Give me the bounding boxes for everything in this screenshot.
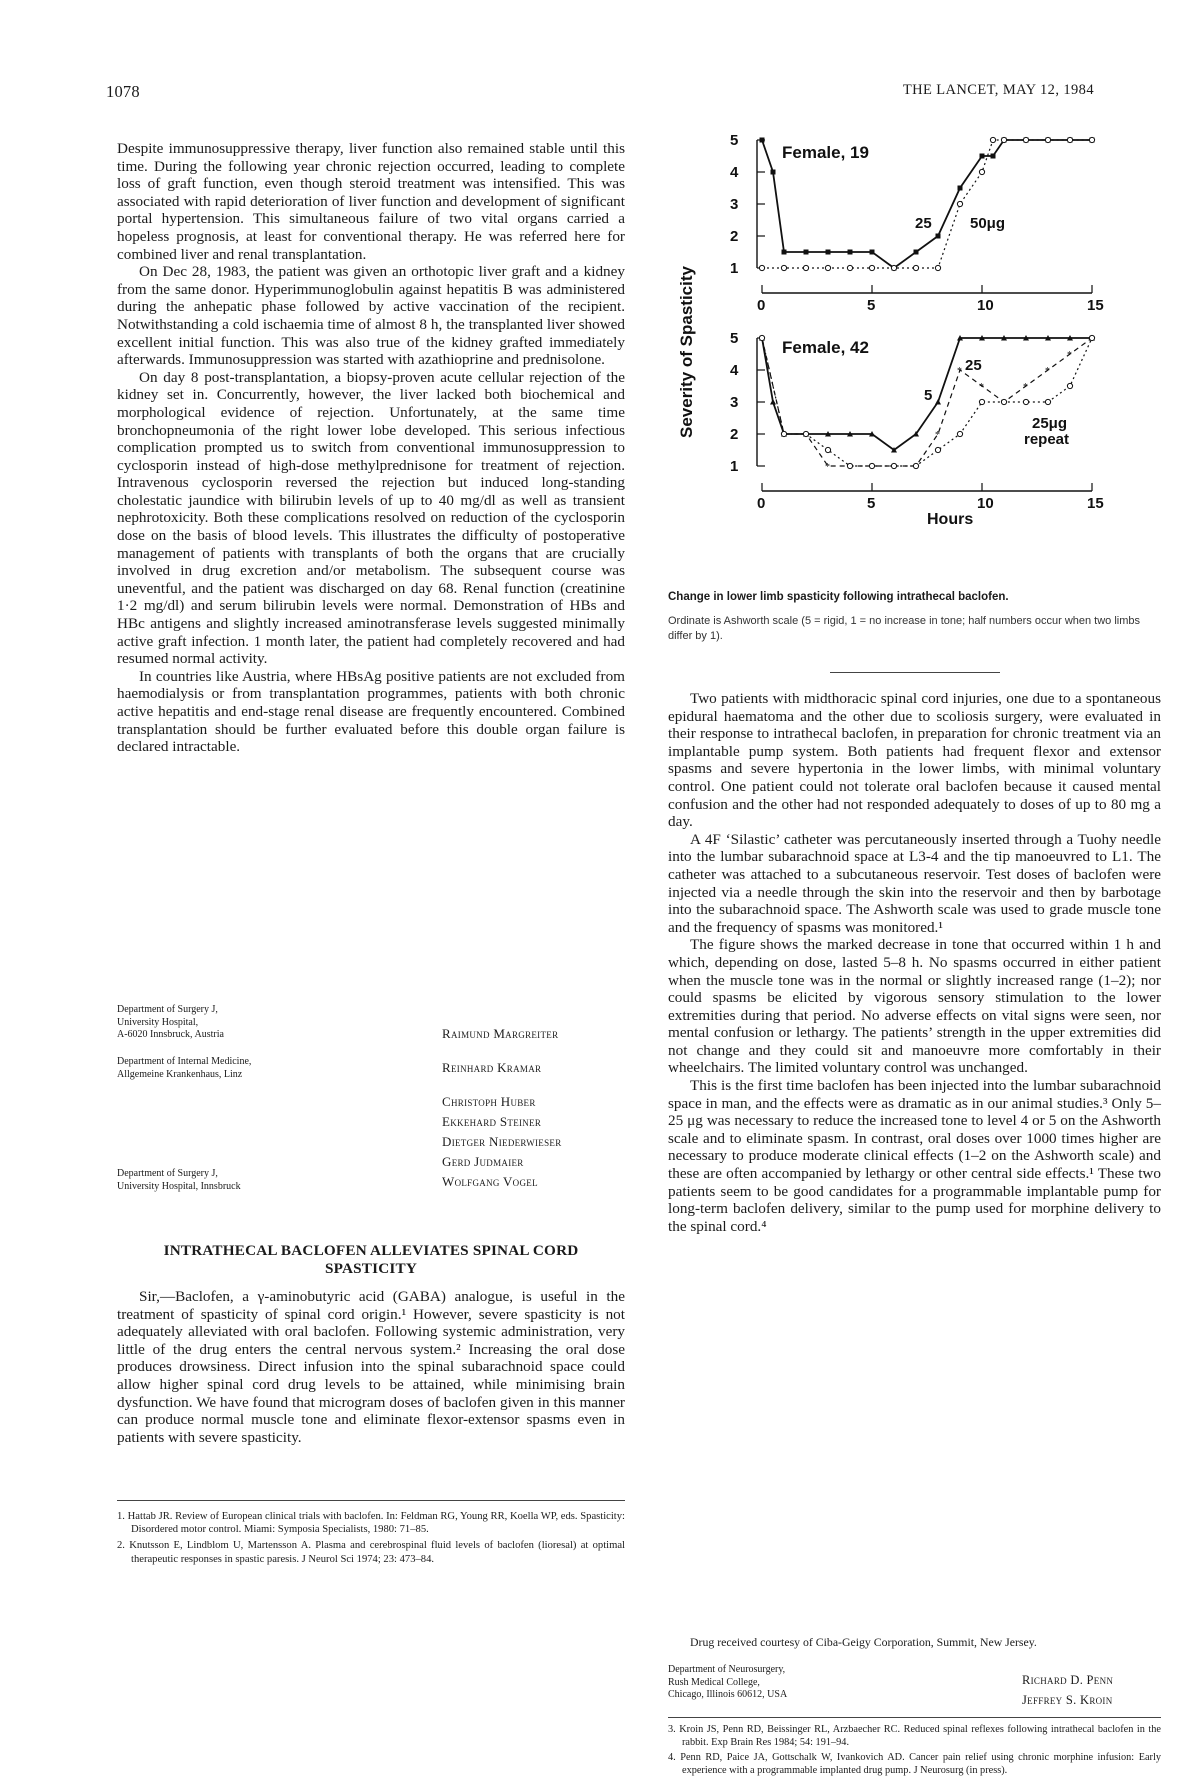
data-point: [770, 399, 776, 405]
drug-note: Drug received courtesy of Ciba-Geigy Corporation, Summit, New Jersey.: [690, 1635, 1037, 1649]
data-point: [869, 265, 874, 270]
data-point: [979, 169, 984, 174]
author-name: Ekkehard Steiner: [442, 1114, 542, 1129]
panel-label-female-19: Female, 19: [782, 143, 869, 162]
author-name: Wolfgang Vogel: [442, 1174, 538, 1189]
x-tick-label: 0: [757, 297, 766, 314]
annotation-repeat: repeat: [1024, 431, 1070, 448]
data-point: [1023, 399, 1028, 404]
y-tick-label: 1: [730, 458, 739, 475]
figure-caption-title: Change in lower limb spasticity following intrathecal baclofen.: [668, 591, 1009, 603]
body-paragraph: A 4F ‘Silastic’ catheter was percutaneously inserted through a Tuohy needle into the lumbar subarachnoid space at L3-4 and the tip manoeuvred to L1. The catheter was attached to a subcutaneous reservoir. Test doses of baclofen were injected via a needle through the skin into the reservoir and then by barbotage into the subarachnoid space. The Ashworth scale was used to grade muscle tone and the frequency of spasms was monitored.¹: [668, 830, 1161, 936]
left-column: [117, 140, 625, 756]
data-point: [803, 431, 808, 436]
data-point: [935, 447, 940, 452]
data-point: *: [935, 430, 940, 441]
body-paragraph: On Dec 28, 1983, the patient was given an orthotopic liver graft and a kidney from the same donor. Hyperimmunoglobulin against hepatitis B was administered during the anhepatic phase followed by active vaccination of the recipient. Notwithstanding a cold ischaemia time of almost 8 h, the transplanted liver showed excellent initial function. This was also true of the kidney grafted immediately afterwards. Immunosuppression was started with azathioprine and prednisolone.: [117, 263, 625, 369]
author-name: Christoph Huber: [442, 1094, 536, 1109]
x-tick-label: 5: [867, 495, 876, 512]
data-point: [759, 335, 764, 340]
affiliation: Department of Surgery J, University Hospital, Innsbruck: [117, 1168, 241, 1192]
reference-list: [668, 1724, 1161, 1780]
affiliation: Department of Internal Medicine, Allgemeine Krankenhaus, Linz: [117, 1056, 252, 1080]
right-column: [668, 690, 1161, 1235]
data-point: [771, 170, 776, 175]
data-point: [1023, 137, 1028, 142]
data-point: [781, 265, 786, 270]
author-name: Raimund Margreiter: [442, 1026, 559, 1041]
data-point: *: [1023, 382, 1028, 393]
data-point: [913, 265, 918, 270]
data-point: [1067, 137, 1072, 142]
data-point: [1001, 399, 1006, 404]
x-tick-label: 15: [1087, 495, 1104, 512]
annotation-25ug: 25μg: [1032, 415, 1068, 432]
affiliation: Department of Surgery J, University Hospital, A-6020 Innsbruck, Austria: [117, 1004, 224, 1040]
data-point: *: [957, 366, 962, 377]
author-name: Reinhard Kramar: [442, 1060, 542, 1075]
data-point: *: [825, 462, 830, 473]
data-point: [781, 431, 786, 436]
data-point: [914, 250, 919, 255]
data-point: *: [1067, 350, 1072, 361]
data-point: [804, 250, 809, 255]
author-name: Jeffrey S. Kroin: [1022, 1693, 1113, 1707]
body-paragraph: Sir,—Baclofen, a γ-aminobutyric acid (GABA) analogue, is useful in the treatment of spasticity of spinal cord origin.¹ However, severe spasticity is not adequately alleviated with oral baclofen. Following systemic administration, very little of the drug enters the central nervous system.² Increasing the oral dose produces drowsiness. Direct infusion into the spinal subarachnoid space could allow higher spinal cord drug levels to be attained, while minimising brain dysfunction. We have found that microgram doses of baclofen given in this manner can produce normal muscle tone and eliminate flexor-extensor spasms even in patients with severe spasticity.: [117, 1288, 625, 1446]
x-axis-title: Hours: [927, 511, 974, 528]
data-point: [847, 463, 852, 468]
data-point: [979, 399, 984, 404]
y-tick-label: 5: [730, 132, 739, 149]
x-tick-label: 10: [977, 495, 994, 512]
data-point: [1089, 335, 1094, 340]
body-paragraph: Two patients with midthoracic spinal cord injuries, one due to a spontaneous epidural haematoma and the other due to scoliosis surgery, were evaluated in their response to intrathecal baclofen, in preparation for chronic treatment via an implantable pump system. Both patients had frequent flexor and extensor spasms and severe hypertonia in the lower limbs, with minimal voluntary control. One patient could not tolerate oral baclofen because it caused mental confusion and the other had not responded adequately to doses of up to 80 mg a day.: [668, 690, 1161, 831]
body-paragraph: This is the first time baclofen has been injected into the lumbar subarachnoid space in man, and the effects were as dramatic as in our animal studies.³ Only 5–25 μg was necessary to reduce the increased tone to level 4 or 5 on the Ashworth scale and to eliminate spasm. In contrast, oral doses over 1000 times higher are necessary to produce moderate clinical effects (1–2 on the Ashworth scale) and these are often accompanied by lethargy or other central side effects.¹ These two patients seem to be good candidates for a programmable implantable pump for long-term baclofen delivery, similar to the pump used for morphine delivery to the spinal cord.⁴: [668, 1077, 1161, 1235]
y-axis-title: Severity of Spasticity: [677, 266, 696, 438]
y-tick-label: 3: [730, 394, 739, 411]
data-point: [1045, 399, 1050, 404]
body-paragraph: Despite immunosuppressive therapy, liver function also remained stable until this time. During the following year chronic rejection occurred, leading to complete loss of graft function, even though steroid treatment was intensified. This was associated with rapid deterioration of liver function and development of significant portal hypertension. This simultaneous failure of two vital organs carried a hopeless prognosis, at least for conventional therapy. He was referred here for combined liver and renal transplantation.: [117, 140, 625, 263]
x-tick-label: 15: [1087, 297, 1104, 314]
panel-label-female-42: Female, 42: [782, 338, 869, 357]
data-point: [826, 250, 831, 255]
spasticity-figure: [672, 132, 1122, 578]
data-point: *: [1045, 366, 1050, 377]
data-point: [957, 201, 962, 206]
x-tick-label: 5: [867, 297, 876, 314]
article-title: INTRATHECAL BACLOFEN ALLEVIATES SPINAL CORD SPASTICITY: [163, 1242, 579, 1277]
author-name: Richard D. Penn: [1022, 1673, 1114, 1687]
reference-item: 2. Knutsson E, Lindblom U, Martensson A. Plasma and cerebrospinal fluid levels of baclofen (lioresal) at optimal therapeutic responses in spastic paresis. J Neurol Sci 1974; 23: 473–84.: [117, 1540, 625, 1565]
x-tick-label: 10: [977, 297, 994, 314]
article-body: [117, 1288, 625, 1446]
data-point: [825, 265, 830, 270]
page-number: 1078: [106, 82, 140, 101]
y-tick-label: 5: [730, 330, 739, 347]
data-point: [1089, 137, 1094, 142]
data-point: [990, 137, 995, 142]
divider: [830, 672, 1000, 673]
x-tick-label: 0: [757, 495, 766, 512]
divider: [117, 1500, 625, 1501]
author-name: Dietger Niederwieser: [442, 1134, 562, 1149]
body-paragraph: In countries like Austria, where HBsAg positive patients are not excluded from haemodialysis or from transplantation programmes, patients with both chronic active hepatitis and end-stage renal disease are frequently encountered. Combined transplantation should be further evaluated before this double organ failure is declared intractable.: [117, 667, 625, 756]
y-tick-label: 4: [730, 362, 739, 379]
data-point: [936, 234, 941, 239]
reference-item: 3. Kroin JS, Penn RD, Beissinger RL, Arzbaecher RC. Reduced spinal reflexes following intrathecal baclofen in the rabbit. Exp Brain Res 1984; 54: 191–94.: [668, 1724, 1161, 1748]
data-point: [847, 265, 852, 270]
data-point: [891, 265, 896, 270]
data-point: [782, 250, 787, 255]
affiliation: Department of Neurosurgery, Rush Medical College, Chicago, Illinois 60612, USA: [668, 1664, 788, 1700]
y-tick-label: 4: [730, 164, 739, 181]
data-point: [760, 138, 765, 143]
data-point: [1001, 137, 1006, 142]
data-point: [935, 265, 940, 270]
figure-caption-note: Ordinate is Ashworth scale (5 = rigid, 1 = no increase in tone; half numbers occur when two limbs differ by 1).: [668, 615, 1141, 642]
spasticity-chart: [672, 132, 1122, 578]
annotation-25: 25: [965, 357, 982, 374]
annotation-50ug: 50μg: [970, 215, 1006, 232]
data-point: [958, 186, 963, 191]
data-point: [869, 463, 874, 468]
data-point: [957, 431, 962, 436]
data-point: [913, 463, 918, 468]
annotation-5: 5: [924, 387, 933, 404]
data-point: [1045, 137, 1050, 142]
data-point: [980, 154, 985, 159]
data-point: [1067, 383, 1072, 388]
body-paragraph: On day 8 post-transplantation, a biopsy-proven acute cellular rejection of the kidney set in. Concurrently, however, the liver lacked both biochemical and morphological evidence of rejection. Unfortunately, at the same time bronchopneumonia of the right lower lobe developed. This serious infectious complication prompted us to switch from conventional immunosuppression to cyclosporin instead of high-dose methylprednisone for treatment of rejection. Intravenous cyclosporin reversed the rejection but induced long-standing cholestatic jaundice with bilirubin levels of up to 40 mg/dl as well as transient nephrotoxicity. Both these complications resolved on reduction of the cyclosporin dose on the basis of blood levels. This illustrates the difficulty of postoperative management of patients with transplants of both the organs that are crucially involved in drug excretion and/or metabolism. The subsequent course was uneventful, and the patient was discharged on day 68. Renal function (creatinine 1·2 mg/dl) and serum bilirubin levels were normal. Demonstration of HBs and HBc antigens and slightly increased aminotransferase levels suggested minimally active graft infection. 1 month later, the patient had completely recovered and had resumed normal activity.: [117, 368, 625, 668]
data-point: [870, 250, 875, 255]
data-point: [825, 447, 830, 452]
body-paragraph: The figure shows the marked decrease in tone that occurred within 1 h and which, depending on dose, lasted 5–8 h. No spasms occurred in either patient when the muscle tone was in the normal or slightly increased range (1–2); nor could spasms be elicited by vigorous sensory stimulation to the lower extremities during that period. No adverse effects on vital signs were seen, nor mental confusion or lethargy. The patients’ strength in the upper extremities did not change and they could sit and manoeuvre more comfortably in their wheelchairs. The limited voluntary control was unchanged.: [668, 936, 1161, 1077]
reference-item: 4. Penn RD, Paice JA, Gottschalk W, Ivankovich AD. Cancer pain relief using chronic morphine infusion: Early experience with a programmable implanted drug pump. J Neurosurg (in press).: [668, 1752, 1161, 1776]
annotation-25: 25: [915, 215, 932, 232]
y-tick-label: 2: [730, 426, 739, 443]
data-point: [935, 399, 941, 405]
data-point: *: [979, 382, 984, 393]
reference-list: [117, 1510, 625, 1569]
journal-header: THE LANCET, MAY 12, 1984: [902, 82, 1094, 98]
reference-item: 1. Hattab JR. Review of European clinical trials with baclofen. In: Feldman RG, Young RR, Koella WP, eds. Spasticity: Disordered motor control. Miami: Symposia Specialists, 1980: 71–85.: [117, 1511, 625, 1536]
data-point: [759, 265, 764, 270]
y-tick-label: 3: [730, 196, 739, 213]
data-point: [848, 250, 853, 255]
data-point: [891, 463, 896, 468]
author-name: Gerd Judmaier: [442, 1154, 524, 1169]
y-tick-label: 1: [730, 260, 739, 277]
data-point: [803, 265, 808, 270]
divider: [668, 1717, 1161, 1718]
data-point: [991, 154, 996, 159]
y-tick-label: 2: [730, 228, 739, 245]
